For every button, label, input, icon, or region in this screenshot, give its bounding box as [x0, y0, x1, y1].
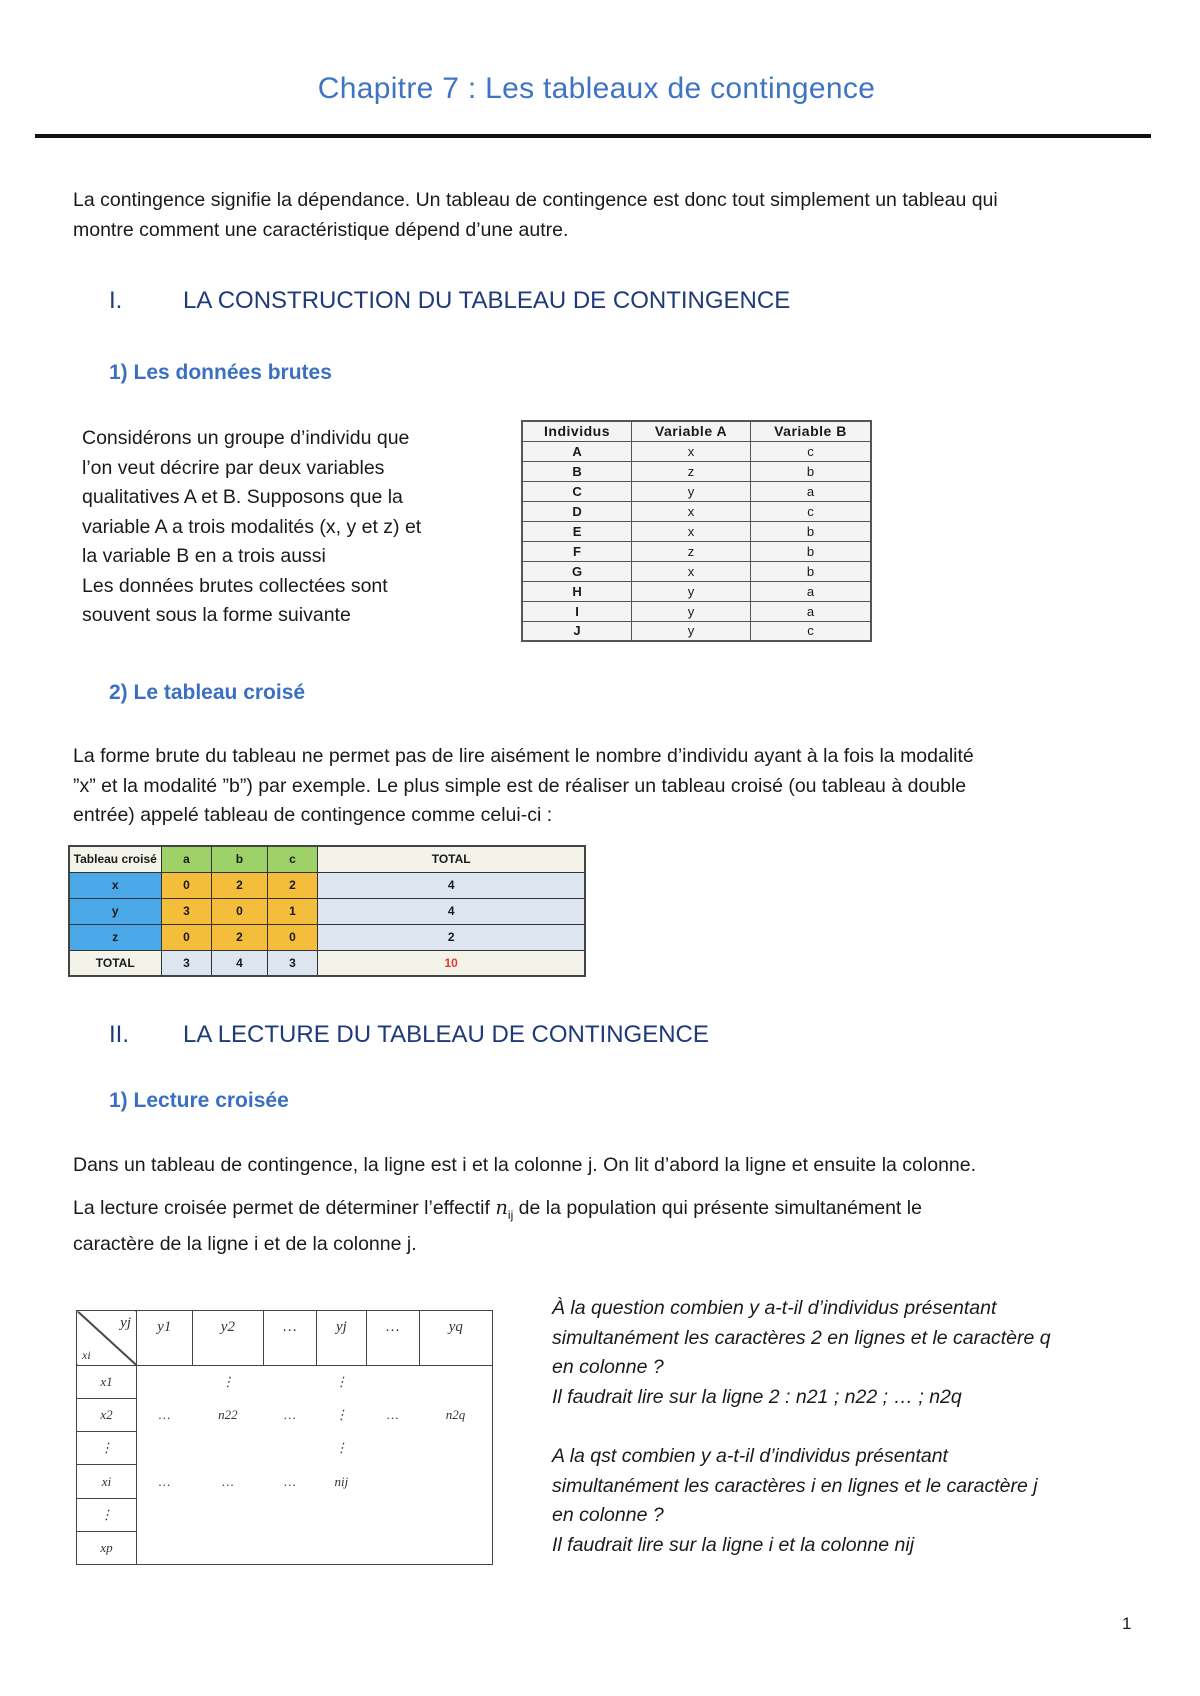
table-cell: [419, 1498, 492, 1531]
table-cell: 4: [212, 950, 267, 976]
table-cell: b: [750, 521, 871, 541]
table-cell: [367, 1531, 420, 1564]
table-row: [77, 1399, 493, 1432]
text-line: qualitatives A et B. Supposons que la: [82, 486, 403, 508]
column-header: Variable B: [750, 421, 871, 441]
table-cell: y: [632, 621, 751, 641]
table-cell: ⋮: [77, 1432, 137, 1465]
table-cell: I: [522, 601, 632, 621]
text-line: ”x” et la modalité ”b”) par exemple. Le plus simple est de réaliser un tableau croisé (ou tableau à double: [73, 774, 967, 797]
table-cell: z: [69, 924, 161, 950]
section-1-heading: LA CONSTRUCTION DU TABLEAU DE CONTINGENCE: [183, 287, 791, 314]
table-cell: 2: [212, 924, 267, 950]
table-cell: H: [522, 581, 632, 601]
table-cell: z: [632, 461, 751, 481]
table-cell: ⋮: [334, 1407, 348, 1423]
table-cell: C: [522, 481, 632, 501]
table-cell: x: [632, 501, 751, 521]
column-header: y2: [192, 1311, 263, 1366]
table-row: [522, 481, 871, 501]
table-cell: [264, 1531, 317, 1564]
table-cell: G: [522, 561, 632, 581]
table-cell: a: [750, 481, 871, 501]
table-cell: b: [750, 461, 871, 481]
table-cell: x2: [77, 1399, 137, 1432]
text-line: simultanément les caractères i en lignes et le caractère j: [552, 1474, 1038, 1497]
table-cell: c: [750, 621, 871, 641]
table-cell: [137, 1498, 193, 1531]
table-cell: …: [284, 1407, 296, 1423]
intro-paragraph: [73, 186, 998, 245]
n-symbol: n: [495, 1196, 508, 1219]
table-cell: x: [632, 521, 751, 541]
table-cell: [137, 1366, 193, 1399]
text-line: l’on veut décrire par deux variables: [82, 456, 385, 479]
text-line: en colonne ?: [552, 1504, 664, 1526]
table-cell: D: [522, 501, 632, 521]
table-cell: [367, 1465, 420, 1498]
table-row: [522, 461, 871, 481]
section-1-number: I.: [109, 287, 123, 314]
table-cell: E: [522, 521, 632, 541]
table-cell: F: [522, 541, 632, 561]
table-cell: 2: [318, 924, 585, 950]
table-row: [522, 621, 871, 641]
table-cell: b: [750, 541, 871, 561]
table-cell: y: [632, 481, 751, 501]
text-line: Considérons un groupe d’individu que: [82, 427, 410, 449]
column-header: Variable A: [632, 421, 751, 441]
header-row: [69, 846, 585, 872]
table-cell: ⋮: [334, 1374, 348, 1390]
table-cell: y: [632, 581, 751, 601]
column-header: …: [367, 1311, 420, 1366]
column-header: a: [161, 846, 212, 872]
corner-top-label: yj: [120, 1315, 131, 1331]
table-row: [77, 1531, 493, 1564]
table-cell: J: [522, 621, 632, 641]
table-cell: [264, 1498, 317, 1531]
table-cell: b: [750, 561, 871, 581]
table-row: [77, 1465, 493, 1498]
table-cell: xp: [77, 1531, 137, 1564]
table-cell: ⋮: [77, 1498, 137, 1531]
text-line: entrée) appelé tableau de contingence comme celui-ci :: [73, 804, 553, 826]
text-line: Il faudrait lire sur la ligne i et la colonne nij: [552, 1533, 915, 1556]
table-cell: [316, 1531, 366, 1564]
table-cell: 4: [318, 898, 585, 924]
table-row: [69, 950, 585, 976]
table-cell: [316, 1498, 366, 1531]
table-cell: 0: [267, 924, 318, 950]
table-cell: …: [387, 1407, 399, 1423]
reading-paragraph-1: Dans un tableau de contingence, la ligne est i et la colonne j. On lit d’abord la ligne et ensuite la colonne.: [73, 1154, 977, 1176]
table-cell: …: [222, 1473, 234, 1489]
raw-data-description: [82, 424, 421, 631]
table-cell: 1: [267, 898, 318, 924]
table-row: [522, 441, 871, 461]
n-subscript: ij: [507, 1207, 514, 1222]
table-row: [522, 521, 871, 541]
column-header: TOTAL: [318, 846, 585, 872]
table-cell: [367, 1366, 420, 1399]
column-header: Individus: [522, 421, 632, 441]
subsection-cross-reading-heading: 1) Lecture croisée: [109, 1089, 289, 1112]
table-row: [522, 541, 871, 561]
table-cell: c: [750, 501, 871, 521]
table-cell: x1: [77, 1366, 137, 1399]
table-cell: 10: [318, 950, 585, 976]
table-cell: x: [632, 561, 751, 581]
text-line: en colonne ?: [552, 1356, 664, 1378]
table-cell: [192, 1498, 263, 1531]
table-row: [522, 581, 871, 601]
table-cell: 2: [212, 872, 267, 898]
table-cell: 3: [161, 950, 212, 976]
table-cell: 0: [161, 872, 212, 898]
question-1-text: [552, 1294, 1051, 1412]
text-line: la variable B en a trois aussi: [82, 545, 326, 567]
raw-data-table: [521, 420, 872, 642]
table-cell: z: [632, 541, 751, 561]
table-cell: [367, 1498, 420, 1531]
table-cell: …: [284, 1473, 296, 1489]
column-header: yq: [419, 1311, 492, 1366]
table-cell: a: [750, 601, 871, 621]
column-header: y1: [137, 1311, 193, 1366]
column-header: …: [264, 1311, 317, 1366]
table-cell: B: [522, 461, 632, 481]
table-cell: [264, 1432, 317, 1465]
table-cell: [419, 1432, 492, 1465]
table-cell: y: [632, 601, 751, 621]
page-title: Chapitre 7 : Les tableaux de contingence: [317, 72, 876, 105]
table-cell: xi: [77, 1465, 137, 1498]
text: de la population qui présente simultanément le: [513, 1197, 922, 1219]
table-cell: [137, 1432, 193, 1465]
table-row: [77, 1432, 493, 1465]
table-cell: x: [632, 441, 751, 461]
table-cell: c: [750, 441, 871, 461]
section-2-heading: LA LECTURE DU TABLEAU DE CONTINGENCE: [183, 1021, 709, 1048]
generic-contingency-table: [76, 1310, 493, 1565]
question-2-text: [552, 1442, 1038, 1560]
section-2-number: II.: [109, 1021, 130, 1048]
table-cell: n22: [218, 1407, 238, 1423]
table-row: [77, 1366, 493, 1399]
column-header: b: [212, 846, 267, 872]
table-cell: x: [69, 872, 161, 898]
table-cell: A: [522, 441, 632, 461]
table-cell: [264, 1366, 317, 1399]
table-cell: [192, 1432, 263, 1465]
cross-table-description: [73, 742, 974, 831]
table-row: [69, 898, 585, 924]
table-cell: ⋮: [334, 1440, 348, 1456]
table-row: [69, 872, 585, 898]
table-cell: y: [69, 898, 161, 924]
text-line: À la question combien y a-t-il d’individus présentant: [552, 1297, 997, 1319]
table-cell: 0: [212, 898, 267, 924]
text-line: A la qst combien y a-t-il d’individus présentant: [552, 1445, 948, 1467]
table-cell: n2q: [419, 1399, 492, 1432]
table-cell: a: [750, 581, 871, 601]
table-row: [77, 1498, 493, 1531]
table-cell: TOTAL: [69, 950, 161, 976]
subsection-raw-data-heading: 1) Les données brutes: [109, 361, 332, 384]
column-header: yj: [316, 1311, 366, 1366]
table-cell: [419, 1531, 492, 1564]
text: La lecture croisée permet de déterminer l’effectif: [73, 1197, 496, 1219]
table-cell: [419, 1366, 492, 1399]
text: caractère de la ligne i et de la colonne j.: [73, 1233, 417, 1256]
table-row: [522, 561, 871, 581]
table-cell: [367, 1432, 420, 1465]
page-number: 1: [1122, 1614, 1132, 1633]
title-divider: [35, 134, 1151, 138]
text-line: La forme brute du tableau ne permet pas de lire aisément le nombre d’individu ayant à la fois la modalité: [73, 745, 974, 767]
table-cell: 3: [161, 898, 212, 924]
header-row: [77, 1311, 493, 1366]
reading-paragraph-2: [73, 1193, 922, 1260]
table-cell: [419, 1465, 492, 1498]
table-cell: nij: [334, 1473, 349, 1489]
table-cell: 3: [267, 950, 318, 976]
text-line: Il faudrait lire sur la ligne 2 : n21 ; n22 ; … ; n2q: [552, 1385, 962, 1408]
table-cell: [137, 1531, 193, 1564]
contingency-table: [68, 845, 586, 977]
table-cell: …: [158, 1407, 171, 1423]
column-header: c: [267, 846, 318, 872]
subsection-cross-table-heading: 2) Le tableau croisé: [109, 681, 306, 704]
corner-cell: [77, 1311, 137, 1366]
text-line: variable A a trois modalités (x, y et z) et: [82, 515, 422, 538]
table-row: [522, 601, 871, 621]
corner-cell: Tableau croisé: [69, 846, 161, 872]
corner-bottom-label: xi: [82, 1348, 91, 1362]
table-row: [69, 924, 585, 950]
intro-line: La contingence signifie la dépendance. Un tableau de contingence est donc tout simplement un tableau qui: [73, 189, 998, 211]
text-line: souvent sous la forme suivante: [82, 604, 351, 626]
table-row: [522, 501, 871, 521]
text-line: Les données brutes collectées sont: [82, 574, 388, 597]
text-line: simultanément les caractères 2 en lignes et le caractère q: [552, 1326, 1051, 1349]
table-cell: ⋮: [221, 1374, 235, 1390]
table-cell: …: [158, 1473, 171, 1489]
intro-line: montre comment une caractéristique dépend d’une autre.: [73, 218, 569, 241]
table-cell: 4: [318, 872, 585, 898]
table-cell: [192, 1531, 263, 1564]
table-cell: 0: [161, 924, 212, 950]
table-cell: 2: [267, 872, 318, 898]
